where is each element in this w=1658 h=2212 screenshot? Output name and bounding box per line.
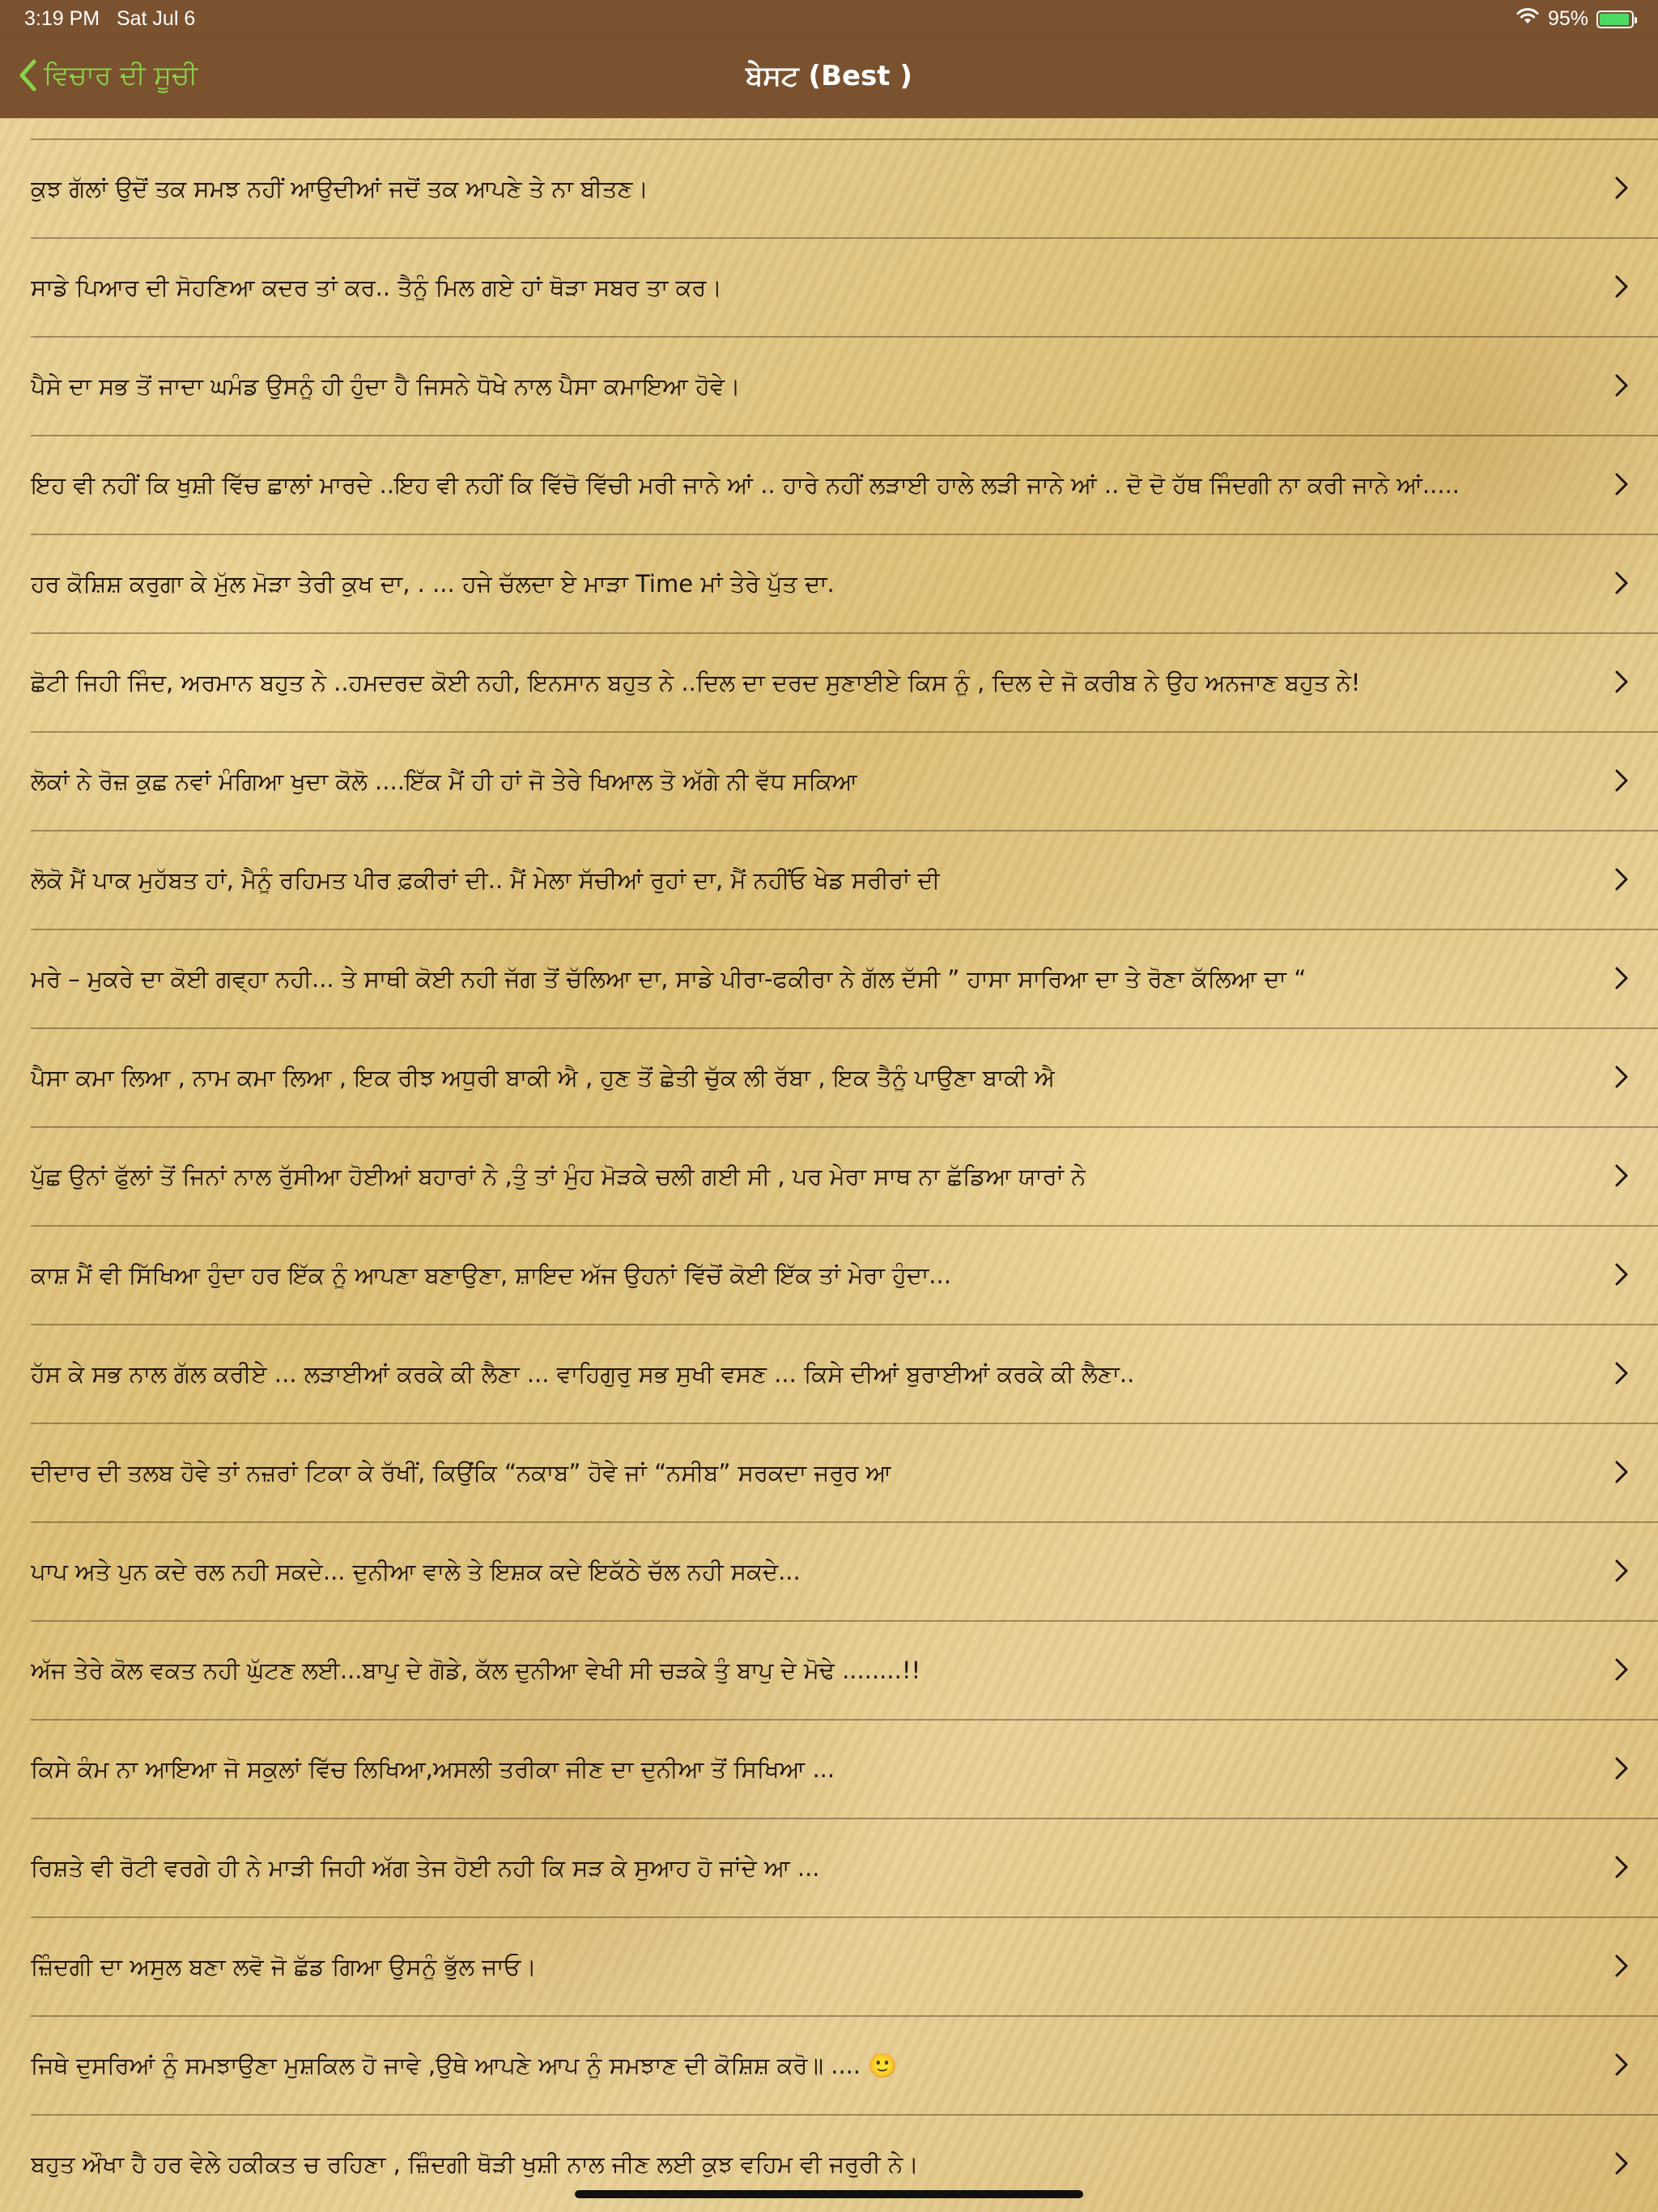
quote-text: ਮਰੇ – ਮੁਕਰੇ ਦਾ ਕੋਈ ਗਵ੍ਹਾ ਨਹੀ... ਤੇ ਸਾਥੀ ਕੋਈ ਨਹੀ ਜੱਗ ਤੋਂ ਚੱਲਿਆ ਦਾ, ਸਾਡੇ ਪੀਰਾ-ਫਕੀਰਾ ਨੇ ਗੱਲ ਦੱਸੀ ” ਹਾਸਾ ਸਾਰਿਆ ਦਾ ਤੇ ਰੋਣਾ ਕੱਲਿਆ ਦਾ “ — [31, 964, 1307, 993]
quote-text: ਰਿਸ਼ਤੇ ਵੀ ਰੋਟੀ ਵਰਗੇ ਹੀ ਨੇ ਮਾੜੀ ਜਿਹੀ ਅੱਗ ਤੇਜ ਹੋਈ ਨਹੀ ਕਿ ਸੜ ਕੇ ਸੁਆਹ ਹੋ ਜਾਂਦੇ ਆ ... — [31, 1853, 820, 1882]
list-item[interactable] — [31, 1126, 1658, 1225]
list-item[interactable] — [31, 731, 1658, 830]
quote-text: ਛੋਟੀ ਜਿਹੀ ਜਿੰਦ, ਅਰਮਾਨ ਬਹੁਤ ਨੇ ..ਹਮਦਰਦ ਕੋਈ ਨਹੀ, ਇਨਸਾਨ ਬਹੁਤ ਨੇ ..ਦਿਲ ਦਾ ਦਰਦ ਸੁਣਾਈਏ ਕਿਸ ਨੂੰ , ਦਿਲ ਦੇ ਜੋ ਕਰੀਬ ਨੇ ਉਹ ਅਨਜਾਣ ਬਹੁਤ ਨੇ! — [31, 668, 1361, 696]
chevron-right-icon — [1614, 472, 1629, 496]
quote-text: ਹਰ ਕੋਸ਼ਿਸ਼ ਕਰੂਗਾ ਕੇ ਮੁੱਲ ਮੋੜਾ ਤੇਰੀ ਕੁਖ ਦਾ, . ... ਹਜੇ ਚੱਲਦਾ ਏ ਮਾੜਾ Time ਮਾਂ ਤੇਰੇ ਪੁੱਤ ਦਾ. — [31, 569, 835, 598]
status-bar — [0, 0, 1658, 37]
status-time — [24, 7, 195, 31]
chevron-right-icon — [1614, 176, 1629, 200]
quote-text: ਲੋਕਾਂ ਨੇ ਰੋਜ਼ ਕੁਛ ਨਵਾਂ ਮੰਗਿਆ ਖੁਦਾ ਕੋਲੋ ....ਇੱਕ ਮੈਂ ਹੀ ਹਾਂ ਜੋ ਤੇਰੇ ਖਿਆਲ ਤੋ ਅੱਗੇ ਨੀ ਵੱਧ ਸਕਿਆ — [31, 767, 858, 795]
battery-charging-icon — [1596, 11, 1634, 28]
list-item[interactable] — [31, 1324, 1658, 1423]
quote-text: ਪੁੱਛ ਉਨਾਂ ਫੁੱਲਾਂ ਤੋਂ ਜਿਨਾਂ ਨਾਲ ਰੁੱਸੀਆ ਹੋਈਆਂ ਬਹਾਰਾਂ ਨੇ ,ਤੂੰ ਤਾਂ ਮੂੰਹ ਮੋੜਕੇ ਚਲੀ ਗਈ ਸੀ , ਪਰ ਮੇਰਾ ਸਾਥ ਨਾ ਛੱਡਿਆ ਯਾਰਾਂ ਨੇ — [31, 1162, 1086, 1190]
quote-text: ਦੀਦਾਰ ਦੀ ਤਲਬ ਹੋਵੇ ਤਾਂ ਨਜ਼ਰਾਂ ਟਿਕਾ ਕੇ ਰੱਖੀਂ, ਕਿਉਂਕਿ “ਨਕਾਬ” ਹੋਵੇ ਜਾਂ “ਨਸੀਬ” ਸਰਕਦਾ ਜਰੂਰ ਆ — [31, 1458, 892, 1487]
wifi-icon — [1516, 7, 1540, 31]
page-title: ਬੇਸਟ (Best ) — [746, 60, 912, 92]
home-indicator[interactable] — [575, 2190, 1083, 2198]
chevron-right-icon — [1614, 2151, 1629, 2176]
status-indicators — [1516, 7, 1634, 31]
chevron-right-icon — [1614, 274, 1629, 299]
list-item[interactable] — [31, 138, 1658, 237]
chevron-right-icon — [1614, 1361, 1629, 1385]
chevron-right-icon — [1614, 1657, 1629, 1682]
quote-text: ਪੈਸਾ ਕਮਾ ਲਿਆ , ਨਾਮ ਕਮਾ ਲਿਆ , ਇਕ ਰੀਝ ਅਧੂਰੀ ਬਾਕੀ ਐ , ਹੁਣ ਤੋਂ ਛੇਤੀ ਚੁੱਕ ਲੀ ਰੱਬਾ , ਇਕ ਤੈਨੂੰ ਪਾਉਣਾ ਬਾਕੀ ਐ — [31, 1063, 1055, 1091]
chevron-right-icon — [1614, 966, 1629, 990]
list-item[interactable] — [31, 830, 1658, 929]
list-item[interactable] — [31, 336, 1658, 435]
list-item[interactable] — [31, 534, 1658, 632]
list-item[interactable] — [31, 1423, 1658, 1521]
quote-text: ਕੁਝ ਗੱਲਾਂ ਉਦੋਂ ਤਕ ਸਮਝ ਨਹੀਂ ਆਉਦੀਆਂ ਜਦੋਂ ਤਕ ਆਪਣੇ ਤੇ ਨਾ ਬੀਤਣ। — [31, 174, 648, 202]
list-item[interactable] — [31, 929, 1658, 1027]
chevron-right-icon — [1614, 1460, 1629, 1484]
battery-level — [1600, 14, 1629, 25]
chevron-right-icon — [1614, 1559, 1629, 1583]
list-item[interactable] — [31, 1818, 1658, 1916]
list-item[interactable] — [31, 2015, 1658, 2114]
chevron-right-icon — [1614, 373, 1629, 398]
quote-text: ਅੱਜ ਤੇਰੇ ਕੋਲ ਵਕਤ ਨਹੀ ਘੁੱਟਣ ਲਈ...ਬਾਪੂ ਦੇ ਗੋਡੇ, ਕੱਲ ਦੁਨੀਆ ਵੇਖੀ ਸੀ ਚੜਕੇ ਤੂੰ ਬਾਪੂ ਦੇ ਮੋਢੇ ........!! — [31, 1656, 921, 1684]
chevron-right-icon — [1614, 1065, 1629, 1089]
chevron-right-icon — [1614, 1756, 1629, 1780]
chevron-right-icon — [1614, 571, 1629, 595]
chevron-right-icon — [1614, 867, 1629, 891]
quote-text: ਜ਼ਿੰਦਗੀ ਦਾ ਅਸੂਲ ਬਣਾ ਲਵੋ ਜੋ ਛੱਡ ਗਿਆ ਉਸਨੂੰ ਭੁੱਲ ਜਾਓ। — [31, 1952, 537, 1980]
quote-text: ਹੱਸ ਕੇ ਸਭ ਨਾਲ ਗੱਲ ਕਰੀਏ ... ਲੜਾਈਆਂ ਕਰਕੇ ਕੀ ਲੈਣਾ ... ਵਾਹਿਗੁਰੂ ਸਭ ਸੁਖੀ ਵਸਣ ... ਕਿਸੇ ਦੀਆਂ ਬੁਰਾਈਆਂ ਕਰਕੇ ਕੀ ਲੈਣਾ.. — [31, 1359, 1135, 1388]
list-item[interactable] — [31, 1719, 1658, 1818]
quote-text: ਸਾਡੇ ਪਿਆਰ ਦੀ ਸੋਹਣਿਆ ਕਦਰ ਤਾਂ ਕਰ.. ਤੈਨੂੰ ਮਿਲ ਗਏ ਹਾਂ ਥੋੜਾ ਸਬਰ ਤਾ ਕਰ। — [31, 273, 722, 301]
quotes-list — [0, 138, 1658, 2212]
chevron-right-icon — [1614, 1954, 1629, 1978]
quote-text: ਪੈਸੇ ਦਾ ਸਭ ਤੋਂ ਜਾਦਾ ਘਮੰਡ ਉਸਨੂੰ ਹੀ ਹੁੰਦਾ ਹੈ ਜਿਸਨੇ ਧੋਖੇ ਨਾਲ ਪੈਸਾ ਕਮਾਇਆ ਹੋਵੇ। — [31, 372, 741, 400]
list-item[interactable] — [31, 1521, 1658, 1620]
quote-text: ਕਿਸੇ ਕੰਮ ਨਾ ਆਇਆ ਜੋ ਸਕੂਲਾਂ ਵਿੱਚ ਲਿਖਿਆ,ਅਸਲੀ ਤਰੀਕਾ ਜੀਣ ਦਾ ਦੁਨੀਆ ਤੋਂ ਸਿਖਿਆ ... — [31, 1755, 835, 1783]
list-item[interactable] — [31, 632, 1658, 731]
quote-text: ਬਹੁਤ ਔਖਾ ਹੈ ਹਰ ਵੇਲੇ ਹਕੀਕਤ ਚ ਰਹਿਣਾ , ਜ਼ਿੰਦਗੀ ਥੋੜੀ ਖੁਸ਼ੀ ਨਾਲ ਜੀਣ ਲਈ ਕੁਝ ਵਹਿਮ ਵੀ ਜਰੂਰੀ ਨੇ। — [31, 2150, 919, 2178]
status-clock: 3:19 PM — [24, 7, 100, 30]
quotes-list-view[interactable] — [0, 118, 1658, 2212]
chevron-right-icon — [1614, 1163, 1629, 1188]
back-button-label: ਵਿਚਾਰ ਦੀ ਸੂਚੀ — [44, 59, 198, 91]
chevron-right-icon — [1614, 1855, 1629, 1879]
chevron-right-icon — [1614, 768, 1629, 793]
chevron-right-icon — [1614, 670, 1629, 694]
status-date: Sat Jul 6 — [116, 7, 196, 30]
quote-text: ਲੋਕੋ ਮੈਂ ਪਾਕ ਮੁਹੱਬਤ ਹਾਂ, ਮੈਨੂੰ ਰਹਿਮਤ ਪੀਰ ਫ਼ਕੀਰਾਂ ਦੀ.. ਮੈਂ ਮੇਲਾ ਸੱਚੀਆਂ ਰੂਹਾਂ ਦਾ, ਮੈਂ ਨਹੀਂਓ ਖੇਡ ਸਰੀਰਾਂ ਦੀ — [31, 866, 941, 894]
quote-text: ਇਹ ਵੀ ਨਹੀਂ ਕਿ ਖੁਸ਼ੀ ਵਿੱਚ ਛਾਲਾਂ ਮਾਰਦੇ ..ਇਹ ਵੀ ਨਹੀਂ ਕਿ ਵਿੱਚੋ ਵਿੱਚੀ ਮਰੀ ਜਾਨੇ ਆਂ .. ਹਾਰੇ ਨਹੀਂ ਲੜਾਈ ਹਾਲੇ ਲੜੀ ਜਾਨੇ ਆਂ .. ਦੋ ਦੋ ਹੱਥ ਜਿੰਦਗੀ ਨਾ ਕਰੀ ਜਾਨੇ ਆਂ..... — [31, 470, 1460, 499]
navigation-bar — [0, 37, 1658, 118]
chevron-right-icon — [1614, 2052, 1629, 2077]
list-item[interactable] — [31, 237, 1658, 336]
battery-percent: 95% — [1547, 7, 1588, 30]
list-item[interactable] — [31, 1225, 1658, 1324]
list-item[interactable] — [31, 1620, 1658, 1719]
quote-text: ਜਿਥੇ ਦੂਸਰਿਆਂ ਨੂੰ ਸਮਝਾਉਣਾ ਮੁਸ਼ਕਿਲ ਹੋ ਜਾਵੇ ,ਉਥੇ ਆਪਣੇ ਆਪ ਨੂੰ ਸਮਝਾਣ ਦੀ ਕੋਸ਼ਿਸ਼ ਕਰੋ॥ .... 🙂 — [31, 2051, 898, 2079]
list-item[interactable] — [31, 1027, 1658, 1126]
quote-text: ਪਾਪ ਅਤੇ ਪੁਨ ਕਦੇ ਰਲ ਨਹੀ ਸਕਦੇ... ਦੁਨੀਆ ਵਾਲੇ ਤੇ ਇਸ਼ਕ ਕਦੇ ਇਕੱਠੇ ਚੱਲ ਨਹੀ ਸਕਦੇ... — [31, 1557, 801, 1585]
list-item[interactable] — [31, 435, 1658, 534]
chevron-right-icon — [1614, 1262, 1629, 1287]
list-item[interactable] — [31, 1916, 1658, 2015]
quote-text: ਕਾਸ਼ ਮੈਂ ਵੀ ਸਿੱਖਿਆ ਹੁੰਦਾ ਹਰ ਇੱਕ ਨੂੰ ਆਪਣਾ ਬਣਾਉਣਾ, ਸ਼ਾਇਦ ਅੱਜ ਉਹਨਾਂ ਵਿੱਚੋਂ ਕੋਈ ਇੱਕ ਤਾਂ ਮੇਰਾ ਹੁੰਦਾ... — [31, 1261, 951, 1289]
